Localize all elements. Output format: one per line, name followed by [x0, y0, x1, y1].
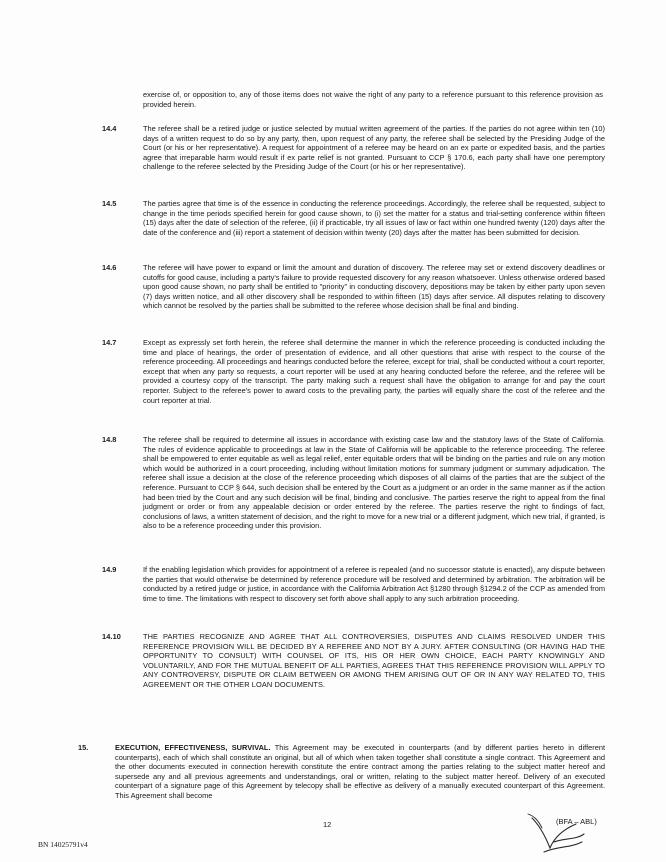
section-number: 15.	[78, 743, 89, 752]
paragraph-text: The parties agree that time is of the essence in conducting the reference proceedings. Accordingly, the referee shall be requested, subject to change in the time periods specified herein for good cause shown, to (i) set the matter for a status and trial-setting conference within fifteen (15) days after the date of selection of the referee, (ii) if practicable, try all issues of law or fact within one hundred twenty (120) days after the date of the conference and (iii) report a statement of decision within twenty (20) days after the matter has been submitted for decision.	[143, 199, 605, 237]
paragraph-number: 14.10	[102, 632, 121, 641]
handwritten-signature-icon	[524, 808, 594, 858]
paragraph-14-4	[93, 124, 605, 172]
paragraph-number: 14.8	[102, 435, 117, 444]
paragraph-number: 14.5	[102, 199, 117, 208]
paragraph-text: THE PARTIES RECOGNIZE AND AGREE THAT ALL CONTROVERSIES, DISPUTES AND CLAIMS RESOLVED UNDER THIS REFERENCE PROVISION WILL BE DECIDED BY A REFEREE AND NOT BY A JURY. AFTER CONSULTING (OR HAVING HAD THE OPPORTUNITY TO CONSULT) WITH COUNSEL OF ITS, HIS OR HER OWN CHOICE, EACH PARTY KNOWINGLY AND VOLUNTARILY, AND FOR THE MUTUAL BENEFIT OF ALL PARTIES, AGREES THAT THIS REFERENCE PROVISION WILL APPLY TO ANY CONTROVERSY, DISPUTE OR CLAIM BETWEEN OR AMONG THEM ARISING OUT OF OR IN ANY WAY RELATED TO, THIS AGREEMENT OR THE OTHER LOAN DOCUMENTS.	[143, 632, 605, 689]
intro-paragraph: exercise of, or opposition to, any of those items does not waive the right of any party to a reference pursuant to this reference provision as provided herein.	[143, 90, 603, 109]
paragraph-number: 14.4	[102, 124, 117, 133]
section-heading: EXECUTION, EFFECTIVENESS, SURVIVAL.	[115, 743, 271, 752]
section-15	[78, 743, 605, 801]
paragraph-text: If the enabling legislation which provides for appointment of a referee is repealed (and no successor statute is enacted), any dispute between the parties that would otherwise be determined by reference procedure will be resolved and determined by arbitration. The arbitration will be conducted by a retired judge or justice, in accordance with the California Arbitration Act §1280 through §1294.2 of the CCP as amended from time to time. The limitations with respect to discovery set forth above shall apply to any such arbitration proceeding.	[143, 565, 605, 603]
paragraph-text: The referee will have power to expand or limit the amount and duration of discovery. The referee may set or extend discovery deadlines or cutoffs for good cause, including a party's failure to provide requested discovery for any reason whatsoever. Unless otherwise ordered based upon good cause shown, no party shall be entitled to "priority" in conducting discovery, depositions may be taken by either party upon seven (7) days written notice, and all other discovery shall be responded to within fifteen (15) days after service. All disputes relating to discovery which cannot be resolved by the parties shall be submitted to the referee whose decision shall be final and binding.	[143, 263, 605, 311]
paragraph-14-8	[93, 435, 605, 531]
page-number: 12	[323, 820, 332, 829]
section-body	[115, 743, 605, 801]
paragraph-number: 14.9	[102, 565, 117, 574]
paragraph-text: The referee shall be a retired judge or justice selected by mutual written agreement of the parties. If the parties do not agree within ten (10) days of a written request to do so by any party, then, upon request of any party, the referee shall be selected by the Presiding Judge of the Court (or his or her representative). A request for appointment of a referee may be heard on an ex parte or expedited basis, and the parties agree that irreparable harm would result if ex parte relief is not granted. Pursuant to CCP § 170.6, each party shall have one peremptory challenge to the referee selected by the Presiding Judge of the Court (or his or her representative).	[143, 124, 605, 172]
initials-label: (BFA – ABL)	[556, 817, 597, 826]
document-id: BN 14025791v4	[38, 840, 88, 849]
paragraph-14-10	[93, 632, 605, 690]
paragraph-number: 14.6	[102, 263, 117, 272]
section-text: This Agreement may be executed in counterparts (and by different parties hereto in different counterparts), each of which shall constitute an original, but all of which when taken together shall constitute a single contract. This Agreement and the other documents executed in connection herewith constitute the entire contract among the parties relating to the subject matter hereof and supersede any and all previous agreements and understandings, oral or written, relating to the subject matter hereof. Delivery of an executed counterpart of a signature page of this Agreement by telecopy shall be effective as delivery of a manually executed counterpart of this Agreement. This Agreement shall become	[115, 743, 605, 800]
paragraph-14-5	[93, 199, 605, 237]
paragraph-14-7	[93, 338, 605, 405]
paragraph-number: 14.7	[102, 338, 117, 347]
paragraph-text: Except as expressly set forth herein, the referee shall determine the manner in which the reference proceeding is conducted including the time and place of hearings, the order of presentation of evidence, and all other questions that arise with respect to the course of the reference proceeding. All proceedings and hearings conducted before the referee, except for trial, shall be conducted without a court reporter, except that when any party so requests, a court reporter will be used at any hearing conducted before the referee, and the referee will be provided a courtesy copy of the transcript. The party making such a request shall have the obligation to arrange for and pay the court reporter. Subject to the referee's power to award costs to the prevailing party, the parties will equally share the cost of the referee and the court reporter at trial.	[143, 338, 605, 405]
paragraph-14-9	[93, 565, 605, 603]
paragraph-text: The referee shall be required to determine all issues in accordance with existing case law and the statutory laws of the State of California. The rules of evidence applicable to proceedings at law in the State of California will be applicable to the reference proceeding. The referee shall be empowered to enter equitable as well as legal relief, enter equitable orders that will be binding on the parties and rule on any motion which would be authorized in a court proceeding, including without limitation motions for summary judgment or summary adjudication. The referee shall issue a decision at the close of the reference proceeding which disposes of all claims of the parties that are the subject of the reference. Pursuant to CCP § 644, such decision shall be entered by the Court as a judgment or an order in the same manner as if the action had been tried by the Court and any such decision will be final, binding and conclusive. The parties reserve the right to appeal from the final judgment or order or from any appealable decision or order entered by the referee. The parties reserve the right to findings of fact, conclusions of laws, a written statement of decision, and the right to move for a new trial or a different judgment, which new trial, if granted, is also to be a reference proceeding under this provision.	[143, 435, 605, 531]
paragraph-14-6	[93, 263, 605, 311]
